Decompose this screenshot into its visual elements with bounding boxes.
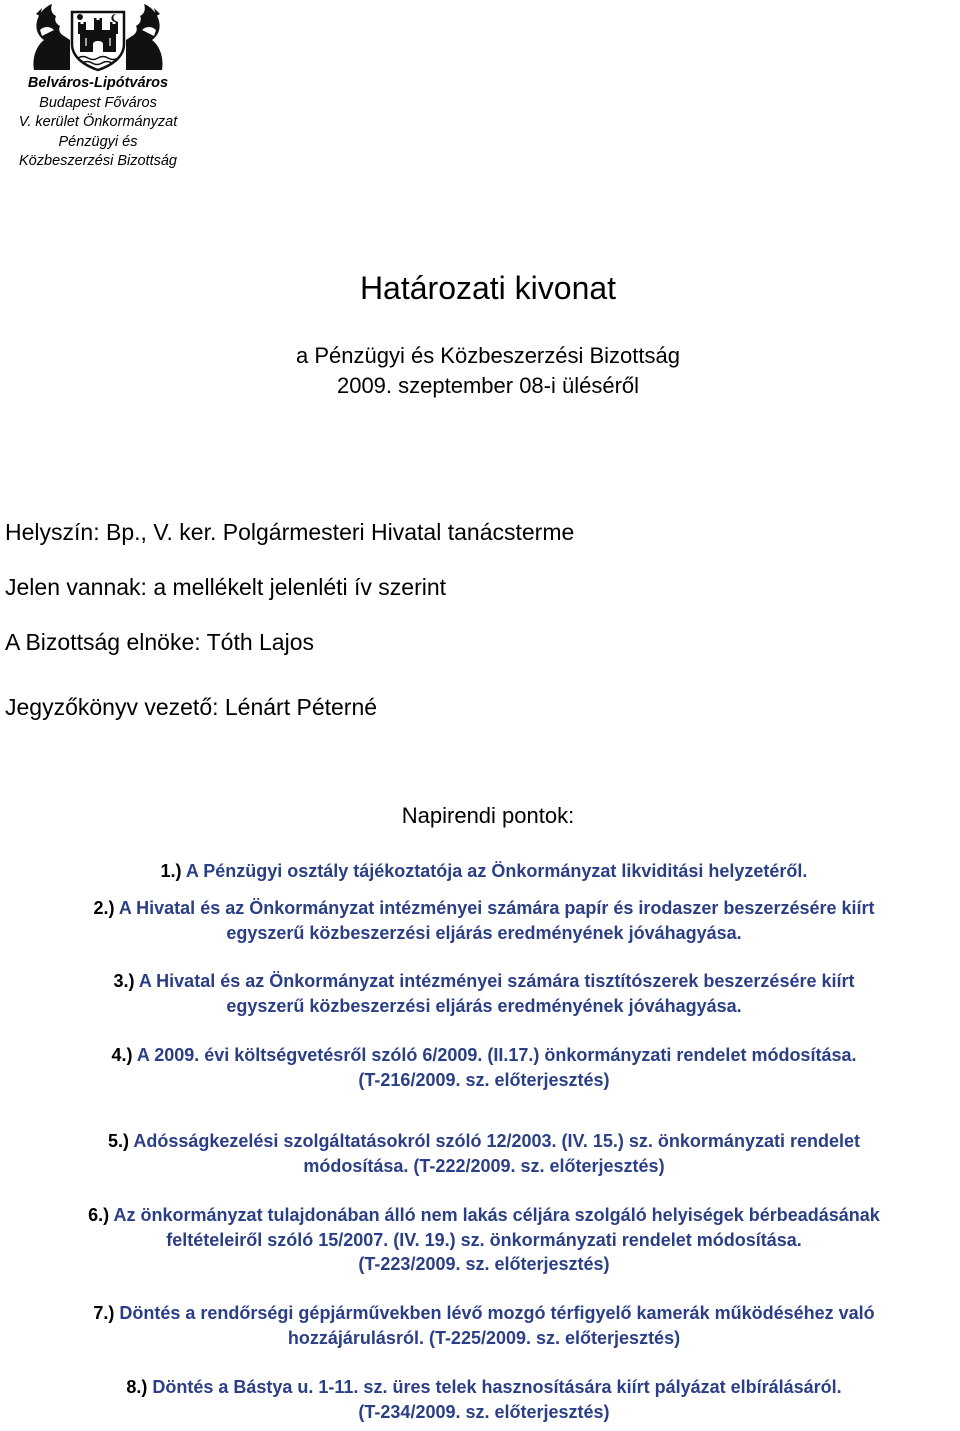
agenda-item-text: A Pénzügyi osztály tájékoztatója az Önkormányzat likviditási helyzetéről.	[185, 861, 808, 881]
agenda-item-text: Döntés a rendőrségi gépjárművekben lévő mozgó térfigyelő kamerák működéséhez való	[119, 1303, 875, 1323]
subtitle-committee: a Pénzügyi és Közbeszerzési Bizottság	[296, 343, 680, 368]
agenda-item-text: A Hivatal és az Önkormányzat intézményei számára papír és irodaszer beszerzésére kiírt	[118, 898, 875, 918]
agenda-item-line	[0, 859, 960, 884]
agenda-item-text: A 2009. évi költségvetésről szóló 6/2009. (II.17.) önkormányzati rendelet módosítása.	[136, 1045, 857, 1065]
agenda-item-number: 5.)	[108, 1131, 130, 1151]
agenda-item-text: egyszerű közbeszerzési eljárás eredményének jóváhagyása.	[226, 922, 742, 943]
agenda-item-text: Döntés a Bástya u. 1-11. sz. üres telek hasznosítására kiírt pályázat elbírálásáról.	[152, 1377, 842, 1397]
agenda-item	[0, 896, 960, 945]
agenda-item-line	[0, 1301, 960, 1326]
agenda-item-text: A Hivatal és az Önkormányzat intézményei számára tisztítószerek beszerzésére kiírt	[138, 971, 855, 991]
meeting-location: Helyszín: Bp., V. ker. Polgármesteri Hivatal tanácsterme	[5, 519, 575, 545]
agenda-item	[0, 1375, 960, 1424]
agenda-item-text: (T-234/2009. sz. előterjesztés)	[358, 1401, 610, 1422]
org-line-committee-2: Közbeszerzési Bizottság	[19, 153, 177, 169]
agenda-heading: Napirendi pontok:	[401, 803, 575, 828]
agenda-item-line	[0, 1043, 960, 1068]
agenda-item-number: 3.)	[113, 971, 135, 991]
organization-header	[0, 74, 196, 172]
agenda-item-number: 4.)	[111, 1045, 133, 1065]
coat-of-arms-icon	[30, 0, 166, 72]
agenda-item-number: 2.)	[93, 898, 115, 918]
agenda-item-line	[0, 1203, 960, 1228]
agenda-item-line	[0, 1375, 960, 1400]
agenda-item-line	[0, 1129, 960, 1154]
agenda-item-number: 1.)	[160, 861, 182, 881]
agenda-item-text: egyszerű közbeszerzési eljárás eredményének jóváhagyása.	[226, 995, 742, 1016]
agenda-item	[0, 969, 960, 1018]
org-line-municipality: V. kerület Önkormányzat	[18, 114, 178, 130]
org-line-city: Budapest Főváros	[39, 94, 157, 111]
agenda-item-line	[0, 896, 960, 921]
agenda-item-line	[0, 969, 960, 994]
agenda-item-text: módosítása. (T-222/2009. sz. előterjesztés)	[303, 1155, 665, 1176]
agenda-item-text: (T-223/2009. sz. előterjesztés)	[358, 1254, 610, 1274]
org-line-committee-1: Pénzügyi és	[58, 133, 138, 150]
agenda-item	[0, 1043, 960, 1092]
agenda-item-number: 6.)	[88, 1205, 110, 1225]
committee-chair: A Bizottság elnöke: Tóth Lajos	[5, 629, 314, 655]
agenda-item-number: 8.)	[126, 1377, 148, 1397]
agenda-item-text: (T-216/2009. sz. előterjesztés)	[358, 1069, 610, 1090]
agenda-item	[0, 859, 960, 884]
agenda-item-text: hozzájárulásról. (T-225/2009. sz. előterjesztés)	[287, 1327, 681, 1348]
agenda-item-text: Az önkormányzat tulajdonában álló nem lakás céljára szolgáló helyiségek bérbeadásának	[113, 1205, 880, 1225]
agenda-item	[0, 1129, 960, 1178]
document-subtitle	[0, 341, 960, 401]
agenda-item-text: Adósságkezelési szolgáltatásokról szóló 12/2003. (IV. 15.) sz. önkormányzati rendelet	[133, 1131, 860, 1151]
agenda-item-number: 7.)	[93, 1303, 115, 1323]
meeting-attendees: Jelen vannak: a mellékelt jelenléti ív szerint	[5, 574, 447, 600]
agenda-item-text: feltételeiről szóló 15/2007. (IV. 19.) sz. önkormányzati rendelet módosítása.	[166, 1229, 802, 1250]
minutes-recorder: Jegyzőkönyv vezető: Lénárt Péterné	[5, 694, 378, 720]
subtitle-date: 2009. szeptember 08-i üléséről	[336, 373, 640, 398]
document-title: Határozati kivonat	[359, 270, 617, 306]
org-line-district: Belváros-Lipótváros	[27, 75, 169, 91]
agenda-item	[0, 1301, 960, 1350]
agenda-item	[0, 1203, 960, 1277]
